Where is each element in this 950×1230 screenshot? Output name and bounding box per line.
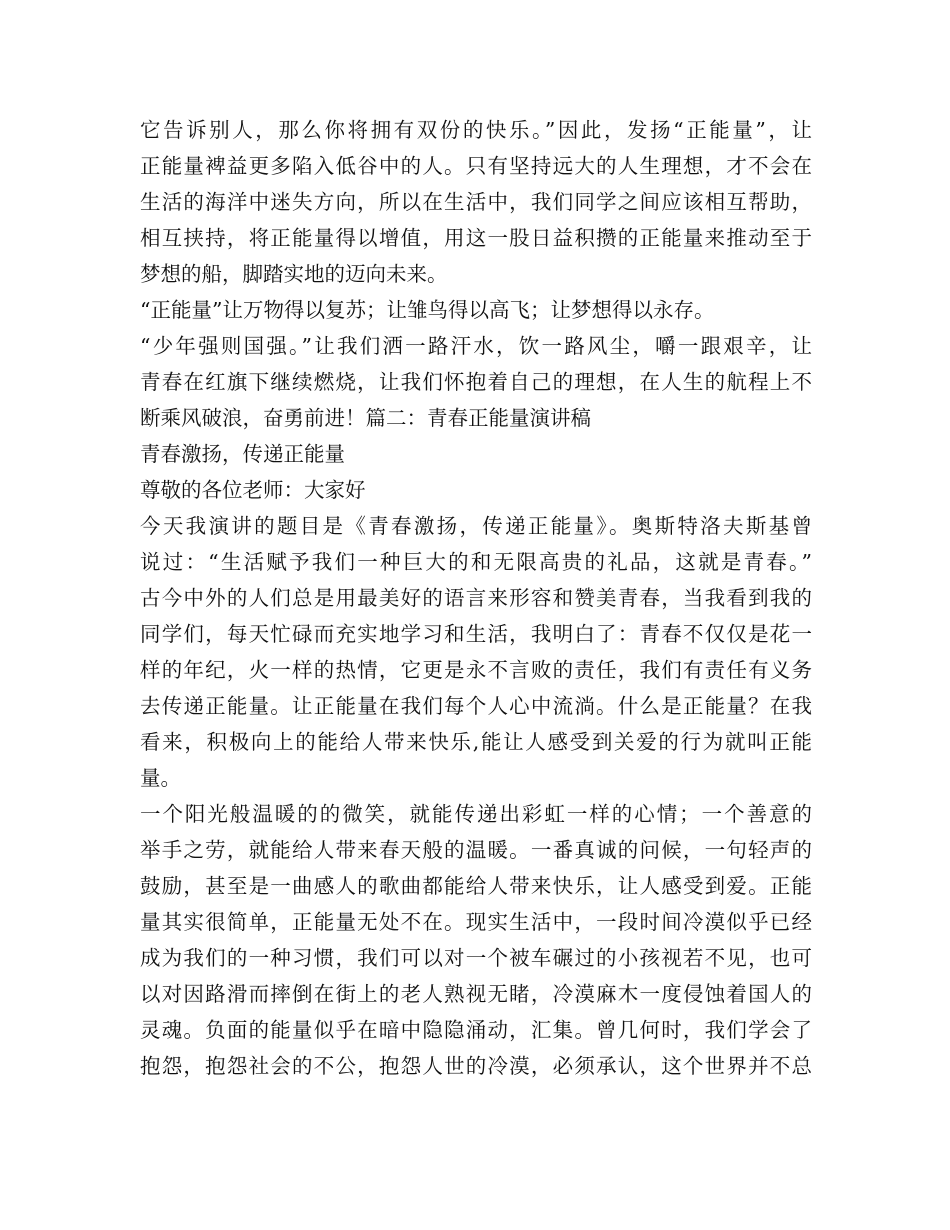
text-line: “正能量”让万物得以复苏；让雏鸟得以高飞；让梦想得以永存。: [140, 298, 715, 322]
text-line: 断乘风破浪，奋勇前进！篇二：青春正能量演讲稿: [140, 406, 591, 430]
text-line: 生活的海洋中迷失方向，所以在生活中，我们同学之间应该相互帮助，: [140, 190, 812, 214]
text-line: 成为我们的一种习惯，我们可以对一个被车碾过的小孩视若不见，也可: [140, 946, 812, 970]
text-line: 去传递正能量。让正能量在我们每个人心中流淌。什么是正能量？在我: [140, 694, 812, 718]
text-line: 样的年纪，火一样的热情，它更是永不言败的责任，我们有责任有义务: [140, 658, 812, 682]
text-line: 灵魂。负面的能量似乎在暗中隐隐涌动，汇集。曾几何时，我们学会了: [140, 1018, 812, 1042]
text-line: 以对因路滑而摔倒在街上的老人熟视无睹，冷漠麻木一度侵蚀着国人的: [140, 982, 812, 1006]
text-line: 古今中外的人们总是用最美好的语言来形容和赞美青春，当我看到我的: [140, 586, 812, 610]
text-line: 鼓励，甚至是一曲感人的歌曲都能给人带来快乐，让人感受到爱。正能: [140, 874, 812, 898]
text-line: 相互挟持，将正能量得以增值，用这一股日益积攒的正能量来推动至于: [140, 226, 812, 250]
text-line: 今天我演讲的题目是《青春激扬，传递正能量》。奥斯特洛夫斯基曾: [140, 514, 812, 538]
text-line: “少年强则国强。”让我们洒一路汗水，饮一路风尘，嚼一跟艰辛，让: [140, 334, 812, 358]
text-line: 说过：“生活赋予我们一种巨大的和无限高贵的礼品，这就是青春。”: [140, 550, 812, 574]
text-line: 抱怨，抱怨社会的不公，抱怨人世的冷漠，必须承认，这个世界并不总: [140, 1054, 812, 1078]
text-line: 它告诉别人，那么你将拥有双份的快乐。”因此，发扬“正能量”，让: [140, 118, 812, 142]
text-line: 一个阳光般温暖的的微笑，就能传递出彩虹一样的心情；一个善意的: [140, 802, 812, 826]
text-line: 量其实很简单，正能量无处不在。现实生活中，一段时间冷漠似乎已经: [140, 910, 812, 934]
text-line: 看来，积极向上的能给人带来快乐,能让人感受到关爱的行为就叫正能: [140, 730, 812, 754]
text-line: 同学们，每天忙碌而充实地学习和生活，我明白了：青春不仅仅是花一: [140, 622, 812, 646]
text-line: 梦想的船，脚踏实地的迈向未来。: [140, 262, 448, 286]
text-line: 量。: [140, 766, 181, 790]
text-line: 正能量裨益更多陷入低谷中的人。只有坚持远大的人生理想，才不会在: [140, 154, 812, 178]
salutation: 尊敬的各位老师：大家好: [140, 478, 366, 502]
text-line: 举手之劳，就能给人带来春天般的温暖。一番真诚的问候，一句轻声的: [140, 838, 812, 862]
text-line: 青春在红旗下继续燃烧，让我们怀抱着自己的理想，在人生的航程上不: [140, 370, 812, 394]
section-heading: 青春激扬，传递正能量: [140, 442, 345, 466]
